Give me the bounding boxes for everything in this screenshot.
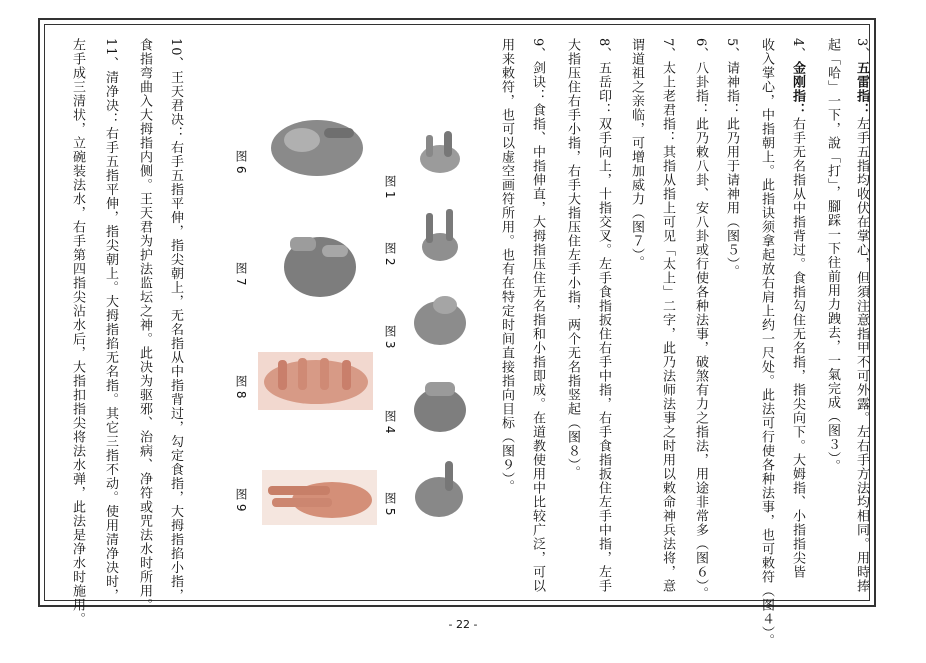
para-11-line-2: 左手成三清状，立碗装法水，右手第四指尖沾水后，大指扣指尖将法水弹，此法是净水时施用。	[70, 38, 85, 626]
hand-gesture-image-4	[405, 370, 475, 440]
hand-gesture-image-9	[262, 470, 377, 525]
hand-gesture-image-8	[258, 352, 373, 410]
page-number: - 22 -	[448, 618, 478, 631]
para-9-line-2: 用来敕符，也可以虚空画符所用。也有在特定时间直接指向目标（图９）。	[499, 38, 514, 494]
figure-7-caption: 图 7	[234, 262, 248, 286]
para-7-line-2: 谓道祖之亲临，可增加威力（图７）。	[629, 38, 644, 270]
figure-2-caption: 图 2	[383, 242, 397, 266]
hand-gesture-image-5	[405, 455, 475, 525]
para-8-line-1: 8、五岳印：双手向上，十指交叉。左手食指扳住右手中指，右手食指扳住左手中指，左手	[596, 38, 611, 594]
figure-9-caption: 图 9	[234, 488, 248, 512]
hand-gesture-image-6	[262, 110, 372, 185]
hand-gesture-image-3	[405, 285, 475, 355]
para-8-line-2: 大指压住右手小指，右手大指压住左手小指，两个无名指竖起（图８）。	[565, 38, 580, 480]
para-5: 5、请神指：此乃用于请神用（图５）。	[724, 38, 739, 279]
hand-gesture-image-1	[410, 125, 470, 185]
para-4-line-2: 收入掌心，中指朝上。此指诀须拿起放右肩上约一尺处。此法可行使各种法事，也可敕符（图４）。	[759, 38, 774, 648]
para-6: 6、八卦指：此乃敕八卦、安八卦或行使各种法事，破煞有力之指法，用途非常多（图６）。	[693, 38, 708, 601]
figure-3-caption: 图 3	[383, 325, 397, 349]
para-10-line-1: 10、王天君决：右手五指平伸，指尖朝上，无名指从中指背过，勾定食指，大拇指掐小指，	[168, 38, 183, 603]
para-9-line-1: 9、剑诀：食指、中指伸直，大拇指压住无名指和小指即成。在道教使用中比较广泛，可以	[530, 38, 545, 594]
para-10-line-2: 食指弯曲入大拇指内侧。王天君为护法监坛之神。此决为驱邪、治病、净符或咒法水时所用。	[137, 38, 152, 612]
para-7-line-1: 7、太上老君指：其指从指上可见「太上」二字，此乃法师法事之时用以敕命神兵法将，意	[660, 38, 675, 594]
para-3-line-2: 起「哈」一下，說「打」，腳踩一下往前用力跩去，一氣完成（图３）。	[825, 38, 840, 473]
para-4-line-1: 4、金刚指：右手无名指从中指背过。食指勾住无名指，指尖向下。大姆指、小指指尖皆	[790, 38, 805, 580]
para-3-line-1: 3、五雷指：左手五指均收伏在掌心，但須注意指甲不可外露。左右手方法均相同。用時捧	[854, 38, 869, 594]
figure-5-caption: 图 5	[383, 492, 397, 516]
figure-1-caption: 图 1	[383, 175, 397, 199]
figure-6-caption: 图 6	[234, 150, 248, 174]
para-11-line-1: 11、清净决：右手五指平伸，指尖朝上。大拇指掐无名指。其它三指不动。使用清净决时，	[103, 38, 118, 603]
figure-8-caption: 图 8	[234, 375, 248, 399]
hand-gesture-image-7	[270, 225, 370, 305]
hand-gesture-image-2	[410, 205, 470, 270]
figure-4-caption: 图 4	[383, 410, 397, 434]
